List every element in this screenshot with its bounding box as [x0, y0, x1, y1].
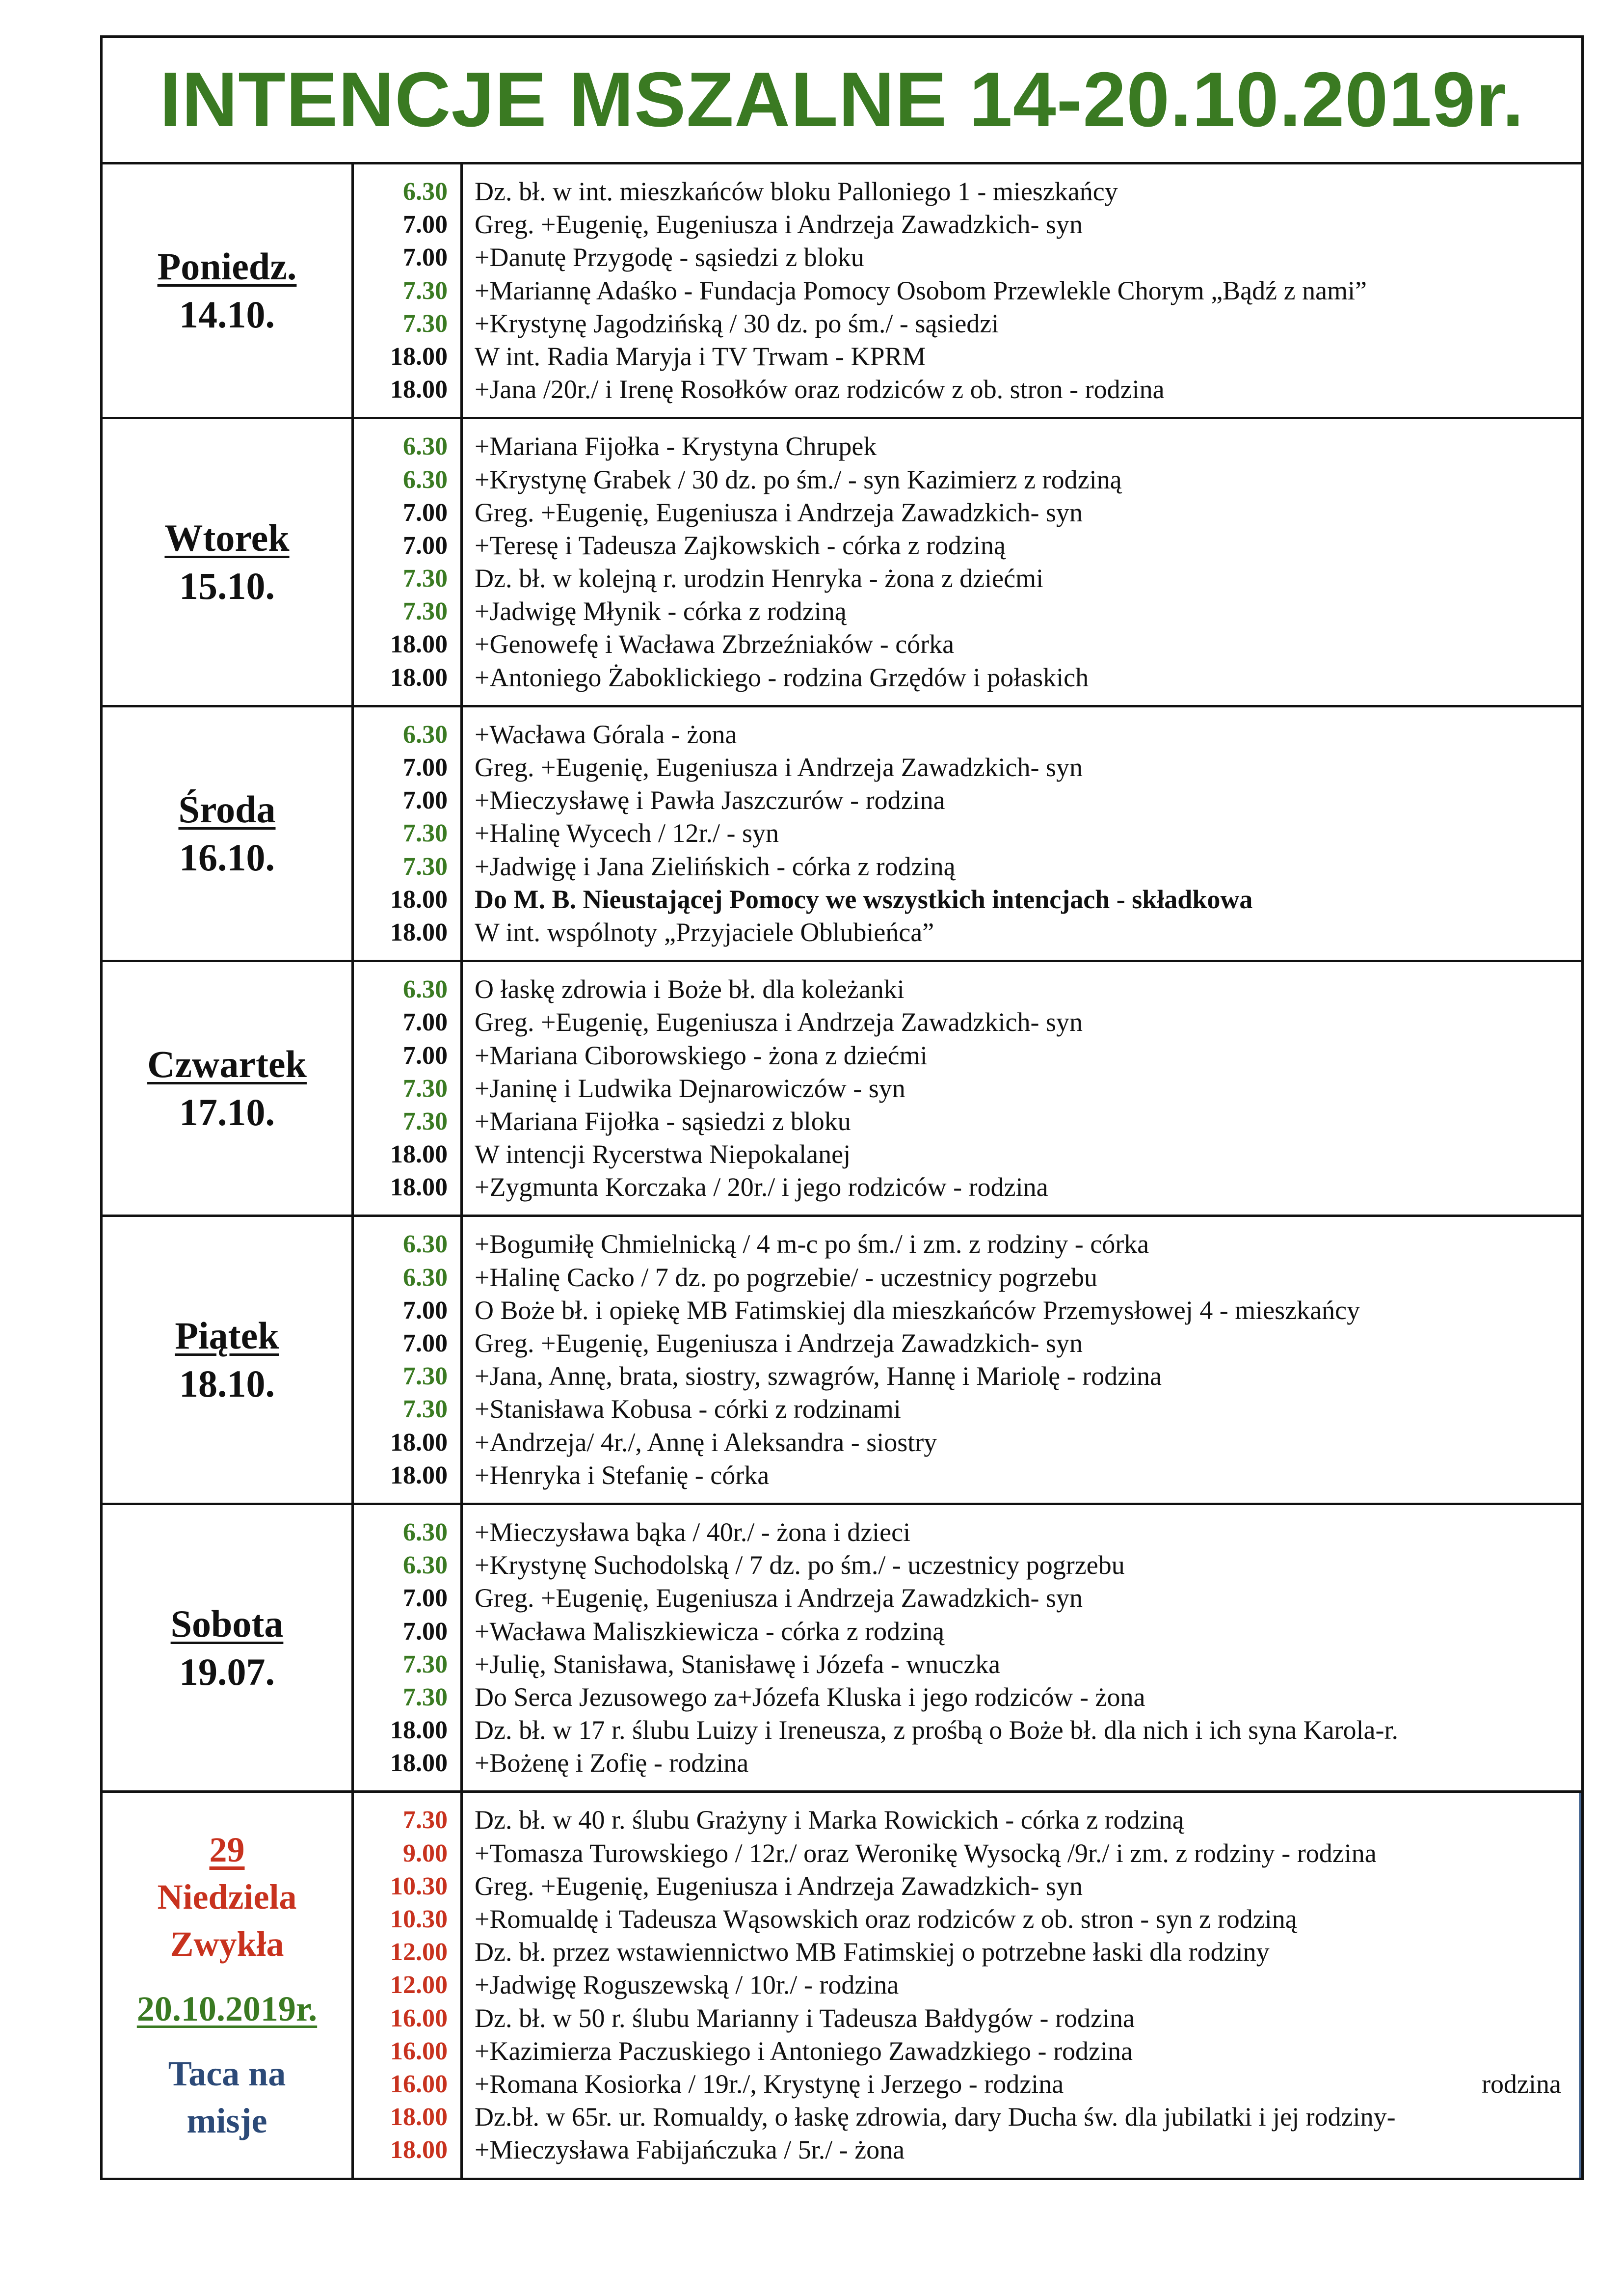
mass-time: 7.30	[403, 852, 448, 881]
mass-time: 18.00	[390, 918, 448, 946]
times-column	[354, 1793, 463, 2177]
intention-text: +Halinę Wycech / 12r./ - syn	[475, 818, 779, 848]
day-row-sunday	[103, 1793, 1581, 2177]
intention-text: +Jadwigę Roguszewską / 10r./ - rodzina	[475, 1970, 899, 2000]
mass-time: 7.00	[403, 498, 448, 527]
mass-time: 7.30	[403, 276, 448, 305]
intention-text: Greg. +Eugenię, Eugeniusza i Andrzeja Zawadzkich- syn	[475, 753, 1083, 782]
mass-time: 7.30	[403, 1806, 448, 1835]
mass-intention	[475, 817, 1581, 850]
intention-text: +Antoniego Żaboklickiego - rodzina Grzędów i połaskich	[475, 662, 1089, 692]
mass-time: 9.00	[403, 1839, 448, 1867]
mass-time: 7.00	[403, 243, 448, 272]
mass-time: 18.00	[390, 1173, 448, 1202]
sunday-name-line1: Niedziela	[157, 1877, 297, 1917]
mass-intention	[475, 1039, 1581, 1072]
days-table	[103, 164, 1581, 2178]
mass-time: 7.30	[403, 1650, 448, 1678]
mass-intention	[475, 1516, 1581, 1549]
intention-text: +Mariana Fijołka - Krystyna Chrupek	[475, 432, 877, 461]
intention-text: +Janinę i Ludwika Dejnarowiczów - syn	[475, 1073, 905, 1103]
mass-time: 6.30	[403, 975, 448, 1004]
mass-time: 7.00	[403, 1008, 448, 1037]
mass-time: 16.00	[390, 2070, 448, 2098]
mass-time: 18.00	[390, 342, 448, 371]
mass-intention	[475, 2134, 1579, 2166]
mass-intention	[475, 208, 1581, 241]
intention-text: Dz.bł. w 65r. ur. Romualdy, o łaskę zdrowia, dary Ducha św. dla jubilatki i jej rodziny-	[475, 2102, 1396, 2132]
intentions-column	[463, 1505, 1581, 1791]
intention-text: +Jadwigę i Jana Zielińskich - córka z rodziną	[475, 851, 956, 881]
mass-time: 18.00	[390, 2136, 448, 2164]
intention-text: +Genowefę i Wacława Zbrzeźniaków - córka	[475, 629, 955, 659]
mass-time: 18.00	[390, 885, 448, 914]
mass-time: 6.30	[403, 720, 448, 749]
mass-intention	[475, 973, 1581, 1006]
intentions-column	[463, 707, 1581, 960]
mass-time: 6.30	[403, 1263, 448, 1292]
mass-intention	[475, 340, 1581, 373]
intention-text: W intencji Rycerstwa Niepokalanej	[475, 1139, 851, 1169]
sunday-label-cell	[103, 1793, 354, 2177]
mass-time: 18.00	[390, 1428, 448, 1457]
mass-intention	[475, 1327, 1581, 1360]
mass-intention	[475, 916, 1581, 949]
intention-text: +Wacława Górala - żona	[475, 719, 737, 749]
intention-text: +Krystynę Suchodolską / 7 dz. po śm./ - uczestnicy pogrzebu	[475, 1550, 1125, 1580]
mass-intention	[475, 1747, 1581, 1780]
intentions-column	[463, 419, 1581, 705]
intention-text: +Stanisława Kobusa - córki z rodzinami	[475, 1394, 901, 1424]
times-column	[354, 164, 463, 417]
intentions-column	[463, 1217, 1581, 1503]
intention-text: +Mariana Fijołka - sąsiedzi z bloku	[475, 1106, 851, 1136]
day-label-cell	[103, 962, 354, 1215]
intention-text: Greg. +Eugenię, Eugeniusza i Andrzeja Zawadzkich- syn	[475, 497, 1083, 527]
day-label-cell	[103, 1505, 354, 1791]
day-name: Poniedz.	[157, 245, 297, 288]
mass-intention	[475, 2101, 1579, 2134]
mass-time: 7.00	[403, 786, 448, 815]
intention-text: +Mieczysława Fabijańczuka / 5r./ - żona	[475, 2135, 905, 2165]
mass-intention	[475, 1582, 1581, 1615]
mass-intention	[475, 784, 1581, 817]
intention-text: +Tomasza Turowskiego / 12r./ oraz Weronikę Wysocką /9r./ i zm. z rodziny - rodzina	[475, 1838, 1377, 1868]
mass-intention	[475, 718, 1581, 751]
mass-intention	[475, 1804, 1579, 1837]
mass-time: 6.30	[403, 1230, 448, 1259]
day-label-cell	[103, 707, 354, 960]
mass-intention	[475, 850, 1581, 883]
mass-intention	[475, 1426, 1581, 1459]
mass-intention	[475, 241, 1581, 274]
mass-time: 7.00	[403, 1041, 448, 1070]
mass-time: 7.30	[403, 1362, 448, 1391]
mass-intention	[475, 2035, 1579, 2068]
mass-time: 18.00	[390, 1461, 448, 1489]
intention-text: Greg. +Eugenię, Eugeniusza i Andrzeja Zawadzkich- syn	[475, 1328, 1083, 1358]
sunday-collection-note	[168, 2050, 286, 2144]
mass-time: 18.00	[390, 1140, 448, 1169]
times-column	[354, 1217, 463, 1503]
day-name: Wtorek	[164, 516, 290, 560]
mass-intention	[475, 1171, 1581, 1204]
sunday-name-line2: Zwykła	[170, 1924, 284, 1964]
day-label-cell	[103, 164, 354, 417]
mass-intention	[475, 496, 1581, 529]
mass-time: 7.30	[403, 1074, 448, 1103]
intention-text: +Mieczysławę i Pawła Jaszczurów - rodzina	[475, 785, 945, 815]
intention-text: Dz. bł. w kolejną r. urodzin Henryka - żona z dziećmi	[475, 564, 1044, 594]
day-name: Czwartek	[147, 1043, 307, 1086]
intention-text: +Mariannę Adaśko - Fundacja Pomocy Osobom Przewlekle Chorym „Bądź z nami”	[475, 275, 1367, 305]
day-date: 17.10.	[179, 1091, 275, 1134]
mass-intention	[475, 1459, 1581, 1492]
intention-text: +Henryka i Stefanię - córka	[475, 1460, 770, 1490]
intention-text: +Romana Kosiorka / 19r./, Krystynę i Jerzego - rodzina	[475, 2069, 1064, 2099]
intention-text: +Bogumiłę Chmielnicką / 4 m-c po śm./ i zm. z rodziny - córka	[475, 1229, 1149, 1259]
mass-time: 7.00	[403, 531, 448, 560]
times-column	[354, 419, 463, 705]
mass-time: 16.00	[390, 2037, 448, 2065]
day-row	[103, 707, 1581, 962]
intention-text: Dz. bł. w 17 r. ślubu Luizy i Ireneusza, z prośbą o Boże bł. dla nich i ich syna Karola-r.	[475, 1715, 1398, 1745]
mass-intention	[475, 373, 1581, 406]
sunday-note-line1: Taca na	[168, 2053, 286, 2093]
mass-time: 10.30	[390, 1905, 448, 1933]
mass-intention	[475, 2068, 1579, 2101]
day-date: 19.07.	[179, 1650, 275, 1693]
mass-time: 7.30	[403, 1107, 448, 1135]
mass-time: 7.30	[403, 565, 448, 593]
mass-time: 7.00	[403, 1296, 448, 1324]
mass-intention	[475, 175, 1581, 208]
intention-extra-text: rodzina	[1482, 2069, 1561, 2099]
intention-text: Do M. B. Nieustającej Pomocy we wszystkich intencjach - składkowa	[475, 884, 1253, 914]
mass-time: 7.30	[403, 309, 448, 338]
mass-time: 18.00	[390, 1716, 448, 1745]
mass-intention	[475, 1393, 1581, 1426]
mass-time: 18.00	[390, 376, 448, 404]
mass-time: 7.30	[403, 1395, 448, 1424]
day-label-cell	[103, 419, 354, 705]
mass-intention	[475, 562, 1581, 595]
mass-intention	[475, 1294, 1581, 1327]
mass-time: 6.30	[403, 178, 448, 206]
mass-intention	[475, 1837, 1579, 1870]
intention-text: O Boże bł. i opiekę MB Fatimskiej dla mieszkańców Przemysłowej 4 - mieszkańcy	[475, 1295, 1360, 1325]
page-title: INTENCJE MSZALNE 14-20.10.2019r.	[103, 38, 1581, 164]
mass-time: 18.00	[390, 1749, 448, 1778]
day-date: 15.10.	[179, 565, 275, 608]
mass-time: 18.00	[390, 663, 448, 692]
sunday-date: 20.10.2019r.	[136, 1989, 318, 2028]
intention-text: +Jadwigę Młynik - córka z rodziną	[475, 596, 847, 626]
intention-text: Dz. bł. w 40 r. ślubu Grażyny i Marka Rowickich - córka z rodziną	[475, 1805, 1184, 1835]
intention-text: Greg. +Eugenię, Eugeniusza i Andrzeja Zawadzkich- syn	[475, 210, 1083, 240]
mass-intention	[475, 628, 1581, 661]
intention-text: +Andrzeja/ 4r./, Annę i Aleksandra - siostry	[475, 1427, 937, 1457]
day-date: 14.10.	[179, 293, 275, 336]
mass-intention	[475, 1105, 1581, 1138]
mass-intention	[475, 1936, 1579, 1969]
mass-time: 6.30	[403, 465, 448, 494]
mass-intention	[475, 1549, 1581, 1582]
intention-text: Greg. +Eugenię, Eugeniusza i Andrzeja Zawadzkich- syn	[475, 1583, 1083, 1613]
intention-text: +Krystynę Grabek / 30 dz. po śm./ - syn Kazimierz z rodziną	[475, 464, 1122, 494]
day-name: Sobota	[170, 1602, 284, 1645]
day-date: 16.10.	[179, 836, 275, 879]
day-name: Piątek	[175, 1314, 279, 1357]
intention-text: +Teresę i Tadeusza Zajkowskich - córka z rodziną	[475, 530, 1006, 560]
intention-text: Dz. bł. przez wstawiennictwo MB Fatimskiej o potrzebne łaski dla rodziny	[475, 1937, 1270, 1967]
mass-intention	[475, 307, 1581, 340]
intention-text: +Zygmunta Korczaka / 20r./ i jego rodziców - rodzina	[475, 1172, 1048, 1202]
mass-intention	[475, 1648, 1581, 1681]
mass-intention	[475, 463, 1581, 496]
mass-time: 18.00	[390, 630, 448, 659]
day-label-cell	[103, 1217, 354, 1503]
mass-intention	[475, 751, 1581, 784]
mass-intention	[475, 1138, 1581, 1171]
mass-time: 12.00	[390, 1938, 448, 1967]
sunday-note-line2: misje	[186, 2101, 267, 2140]
mass-intention	[475, 661, 1581, 694]
intention-text: W int. wspólnoty „Przyjaciele Oblubieńca”	[475, 917, 934, 947]
mass-intention	[475, 529, 1581, 562]
intention-text: Do Serca Jezusowego za+Józefa Kluska i jego rodziców - żona	[475, 1682, 1145, 1712]
mass-time: 7.00	[403, 1584, 448, 1613]
day-row	[103, 1217, 1581, 1505]
intention-text: Greg. +Eugenię, Eugeniusza i Andrzeja Zawadzkich- syn	[475, 1007, 1083, 1037]
intention-text: +Wacława Maliszkiewicza - córka z rodziną	[475, 1616, 945, 1646]
intention-text: +Mariana Ciborowskiego - żona z dziećmi	[475, 1040, 928, 1070]
day-row	[103, 1505, 1581, 1793]
mass-time: 7.00	[403, 1329, 448, 1357]
mass-intention	[475, 883, 1581, 916]
mass-time: 6.30	[403, 1518, 448, 1546]
mass-intention	[475, 1261, 1581, 1294]
mass-time: 16.00	[390, 2004, 448, 2032]
mass-time: 10.30	[390, 1872, 448, 1900]
mass-time: 6.30	[403, 1551, 448, 1580]
mass-intention	[475, 430, 1581, 463]
mass-intention	[475, 1360, 1581, 1393]
mass-intention	[475, 274, 1581, 307]
day-row	[103, 962, 1581, 1217]
times-column	[354, 1505, 463, 1791]
mass-time: 7.00	[403, 1617, 448, 1646]
intention-text: +Julię, Stanisława, Stanisławę i Józefa - wnuczka	[475, 1649, 1001, 1679]
intention-text: +Halinę Cacko / 7 dz. po pogrzebie/ - uczestnicy pogrzebu	[475, 1262, 1097, 1292]
intention-text: +Kazimierza Paczuskiego i Antoniego Zawadzkiego - rodzina	[475, 2036, 1133, 2066]
mass-time: 7.30	[403, 1683, 448, 1711]
mass-time: 7.30	[403, 819, 448, 848]
day-row	[103, 164, 1581, 419]
mass-time: 18.00	[390, 2103, 448, 2132]
mass-intention	[475, 1228, 1581, 1261]
intention-text: Greg. +Eugenię, Eugeniusza i Andrzeja Zawadzkich- syn	[475, 1871, 1083, 1901]
day-date: 18.10.	[179, 1362, 275, 1405]
sunday-number: 29	[209, 1830, 245, 1869]
mass-intention	[475, 2002, 1579, 2035]
intention-text: O łaskę zdrowia i Boże bł. dla koleżanki	[475, 974, 905, 1004]
intention-text: Dz. bł. w int. mieszkańców bloku Palloniego 1 - mieszkańcy	[475, 177, 1118, 206]
intention-text: +Krystynę Jagodzińską / 30 dz. po śm./ - sąsiedzi	[475, 308, 999, 338]
mass-time: 7.00	[403, 754, 448, 782]
day-row	[103, 419, 1581, 707]
intention-text: +Mieczysława bąka / 40r./ - żona i dzieci	[475, 1517, 911, 1547]
intention-text: Dz. bł. w 50 r. ślubu Marianny i Tadeusza Bałdygów - rodzina	[475, 2003, 1135, 2033]
mass-time: 7.30	[403, 597, 448, 626]
mass-time: 12.00	[390, 1971, 448, 1999]
mass-intention	[475, 1072, 1581, 1105]
mass-intention	[475, 1969, 1579, 2001]
intention-text: +Jana /20r./ i Irenę Rosołków oraz rodziców z ob. stron - rodzina	[475, 375, 1165, 405]
intention-text: +Romualdę i Tadeusza Wąsowskich oraz rodziców z ob. stron - syn z rodziną	[475, 1904, 1297, 1934]
mass-time: 7.00	[403, 211, 448, 239]
times-column	[354, 707, 463, 960]
intentions-column	[463, 1793, 1581, 2177]
mass-intention	[475, 1870, 1579, 1903]
intention-text: +Danutę Przygodę - sąsiedzi z bloku	[475, 243, 864, 272]
mass-intention	[475, 1006, 1581, 1039]
mass-intention	[475, 1903, 1579, 1936]
intentions-column	[463, 962, 1581, 1215]
intention-text: W int. Radia Maryja i TV Trwam - KPRM	[475, 341, 926, 371]
mass-intention	[475, 1681, 1581, 1714]
day-name: Środa	[178, 787, 276, 831]
intentions-sheet	[100, 35, 1584, 2180]
intention-text: +Bożenę i Zofię - rodzina	[475, 1748, 749, 1778]
mass-intention	[475, 1714, 1581, 1747]
mass-intention	[475, 1615, 1581, 1648]
intention-text: +Jana, Annę, brata, siostry, szwagrów, Hannę i Mariolę - rodzina	[475, 1361, 1162, 1391]
times-column	[354, 962, 463, 1215]
mass-intention	[475, 595, 1581, 628]
mass-time: 6.30	[403, 432, 448, 461]
intentions-column	[463, 164, 1581, 417]
